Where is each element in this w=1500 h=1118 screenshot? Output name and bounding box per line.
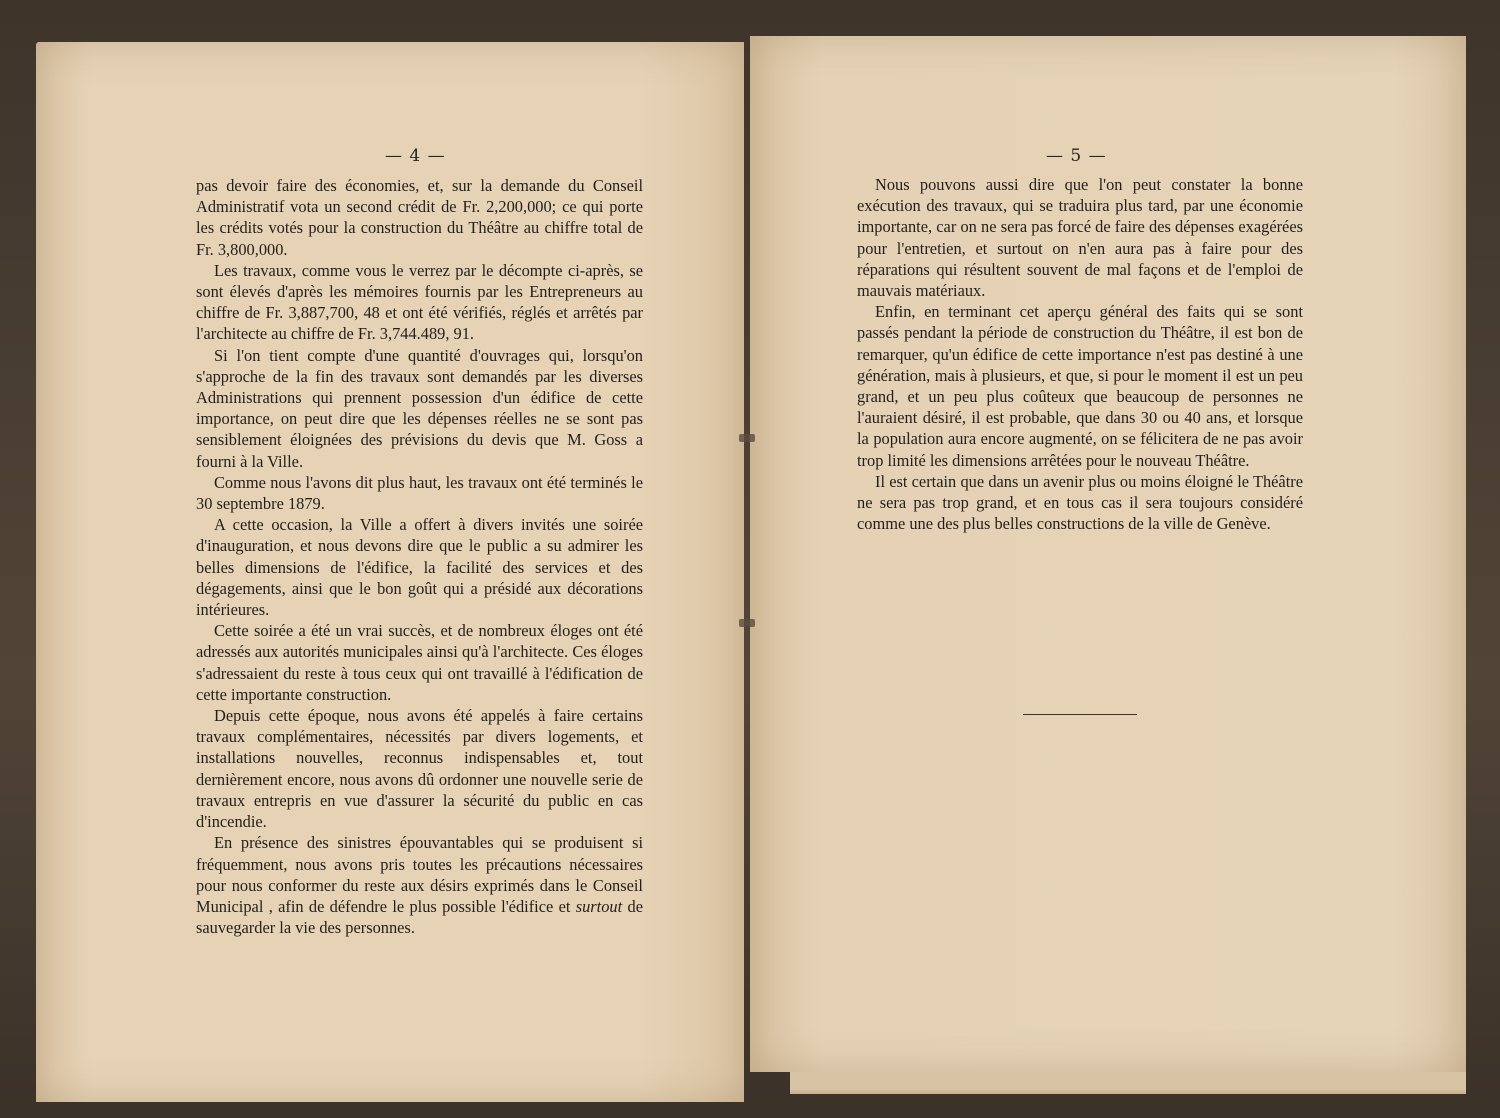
- paragraph: Si l'on tient compte d'une quantité d'ouvrages qui, lorsqu'on s'approche de la fin des travaux sont demandés par les diverses Administrations qui prennent possession d'un édifice de cette importance, on peut dire que les dépenses réelles ne se sont pas sensiblement éloignées des prévisions du devis que M. Goss a fourni à la Ville.: [196, 345, 643, 471]
- paragraph: Depuis cette époque, nous avons été appelés à faire certains travaux complémentaires, nécessités par divers logements, et installations nouvelles, reconnus indispensables et, tout dernièrement encore, nous avons dû ordonner une nouvelle serie de travaux entrepris en vue d'assurer la sécurité du public en cas d'incendie.: [196, 706, 643, 832]
- paragraph: Il est certain que dans un avenir plus ou moins éloigné le Théâtre ne sera pas trop grand, et en tous cas il sera toujours considéré comme une des plus belles constructions de la ville de Genève.: [857, 471, 1303, 534]
- emphasis-text: surtout: [575, 896, 623, 916]
- paragraph: Nous pouvons aussi dire que l'on peut constater la bonne exécution des travaux, qui se traduira plus tard, par une économie importante, car on ne sera pas forcé de faire des dépenses exagérées pour l'entretien, et surtout on n'en aura pas à faire pour des réparations qui résultent souvent de mal façons et de l'emploi de mauvais matériaux.: [857, 175, 1303, 301]
- paragraph: pas devoir faire des économies, et, sur la demande du Conseil Administratif vota un second crédit de Fr. 2,200,000; ce qui porte les crédits votés pour la construction du Théâtre au chiffre total de Fr. 3,800,000.: [196, 176, 643, 259]
- paragraph: A cette occasion, la Ville a offert à divers invités une soirée d'inauguration, et nous devons dire que le public a su admirer les belles dimensions de l'édifice, la facilité des services et des dégagements, ainsi que le bon goût qui a présidé aux décorations intérieures.: [196, 515, 643, 620]
- paragraph: Enfin, en terminant cet aperçu général des faits qui se sont passés pendant la période de construction du Théâtre, il est bon de remarquer, qu'un édifice de cette importance n'est pas destiné à une génération, mais à plusieurs, et que, si pour le moment il est un peu grand, et un peu plus coûteux que beaucoup de personnes ne l'auraient désiré, il est probable, que dans 30 ou 40 ans, et lorsque la population aura encore augmenté, on se félicitera de ne pas avoir trop limité les dimensions arrêtées pour le nouveau Théâtre.: [857, 302, 1303, 470]
- paragraph-text: de sauvegarder la vie des personnes.: [196, 896, 643, 938]
- paragraph: Comme nous l'avons dit plus haut, les travaux ont été terminés le 30 septembre 1879.: [196, 472, 643, 514]
- paragraph: Cette soirée a été un vrai succès, et de nombreux éloges ont été adressés aux autorités municipales ainsi qu'à l'architecte. Ces éloges s'adressaient du reste à tous ceux qui ont travaillé à l'édification de cette importante construction.: [196, 621, 643, 704]
- left-text-column: [196, 175, 643, 938]
- binding-staple-top: [739, 434, 755, 442]
- page-number-right: — 5 —: [1046, 146, 1107, 166]
- binding-staple-bottom: [739, 619, 755, 627]
- paragraph: Les travaux, comme vous le verrez par le décompte ci-après, se sont élevés d'après les mémoires fournis par les Entrepreneurs au chiffre de Fr. 3,887,700, 48 et ont été vérifiés, réglés et arrêtés par l'architecte au chiffre de Fr. 3,744.489, 91.: [196, 260, 643, 344]
- right-text-column: [857, 174, 1303, 534]
- paragraph-text: En présence des sinistres épouvantables qui se produisent si fréquemment, nous avons pris toutes les précautions nécessaires pour nous conformer du reste aux désirs exprimés dans le Conseil Municipal , afin de défendre le plus possible l'édifice et: [196, 833, 643, 916]
- paragraph-last: [196, 832, 643, 938]
- page-number-left: — 4 —: [385, 146, 446, 166]
- closing-rule: [1023, 714, 1137, 715]
